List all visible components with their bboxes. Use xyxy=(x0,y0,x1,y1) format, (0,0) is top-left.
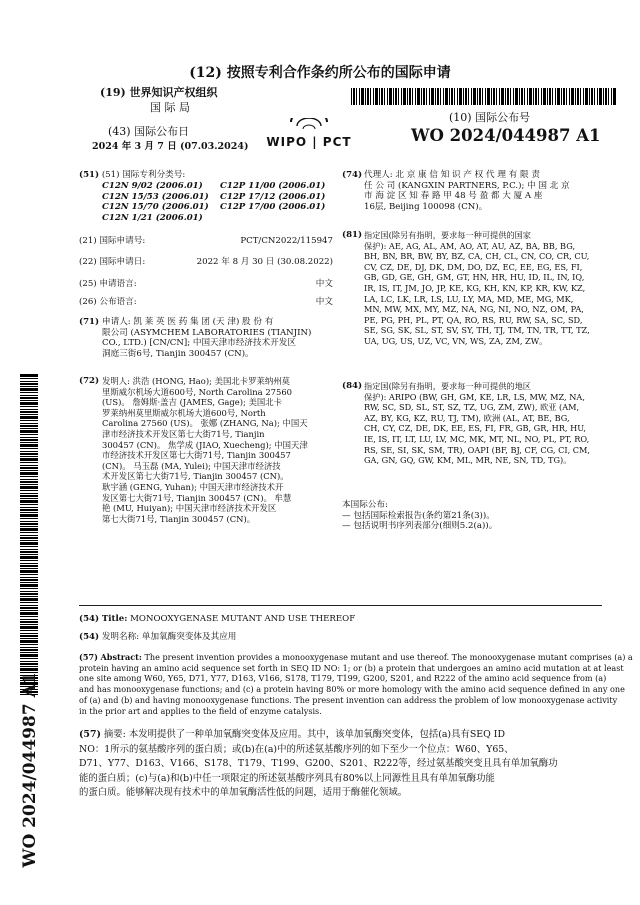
agent-line: 市 海 淀 区 知 春 路 甲 48 号 盈 都 大 厦 A 座 xyxy=(364,191,543,202)
abstract-en-line: The present invention provides a monooxygenase mutant and use thereof. The monooxygenase mutant comprises (a) a xyxy=(144,652,633,662)
published-block xyxy=(342,500,497,532)
inventor-line: 发明人: 洪浩 (HONG, Hao); 美国北卡罗莱纳州莫 xyxy=(102,376,290,386)
abstract-en-line: of (a) and (b) and having monooxygenase functions. The present invention can address the problem of low monooxygenase activity xyxy=(79,694,618,705)
title-zh: (54) 发明名称: 单加氧酶突变体及其应用 xyxy=(79,632,237,642)
ipc-list-col1 xyxy=(102,181,209,223)
abstract-en: (57) Abstract: The present invention provides a monooxygenase mutant and use thereof. The monooxygenase mutant comprises (a) a protein having an amino acid sequence set forth in SEQ ID NO: 1; or (b) a protein that undergoes an amino acid mutation at at least one site among W60, Y65, D71, Y77, D163, V166, S178, T179, T199, G200, S201, and R222 of the amino acid sequence from (a) and has monooxygenase functions; and (c) a protein having 80% or more homology with the amino acid sequence defined in any one of (a) and (b) and having monooxygenase functions. The present invention can address the problem of low monooxygenase activity in the prior art and applies to the field of enzyme catalysis. xyxy=(79,652,633,716)
filing-language-label: (25) 申请语言: xyxy=(79,279,137,289)
inventor-line: 津市经济技术开发区第七大街71号, Tianjin xyxy=(102,428,265,439)
pub-language-value: 中文 xyxy=(315,297,333,307)
filing-language-value: 中文 xyxy=(315,279,333,289)
national-line: BH, BN, BR, BW, BY, BZ, CA, CH, CL, CN, CO, CR, CU, xyxy=(364,251,590,262)
ipc-code: C12P 17/00 (2006.01) xyxy=(220,202,326,213)
pub-language-label: (26) 公布语言: xyxy=(79,297,137,307)
abstract-zh-line: 能的蛋白质；(c)与(a)和(b)中任一项限定的所述氨基酸序列具有80%以上同源性且具有单加氧酶功能 xyxy=(79,772,495,784)
regional-line: RS, SE, SI, SK, SM, TR), OAPI (BF, BJ, CF, CG, CI, CM, xyxy=(364,444,591,455)
regional-line: 指定国(除另有指明，要求每一种可提供的地区 xyxy=(364,381,531,391)
applicant-line: CO., LTD.) [CN/CN]; 中国天津市经济技术开发区 xyxy=(102,338,296,349)
regional-code: (84) xyxy=(342,381,363,391)
filing-date-value: 2022 年 8 月 30 日 (30.08.2022) xyxy=(196,257,333,267)
regional-line: AZ, BY, KG, KZ, RU, TJ, TM), 欧洲 (AL, AT, BE, BG, xyxy=(364,412,570,423)
published-item: — 包括说明书序列表部分(细则5.2(a))。 xyxy=(342,521,498,532)
abstract-zh-line: D71、Y77、D163、V166、S178、T179、T199、G200、S201、R222等，经过氨基酸突变且具有单加氧酶功 xyxy=(79,758,558,769)
agent-line: 任 公 司 (KANGXIN PARTNERS, P.C.); 中 国 北 京 xyxy=(364,180,570,191)
regional-line: IE, IS, IT, LT, LU, LV, MC, MK, MT, NL, NO, PL, PT, RO, xyxy=(364,433,590,444)
national-designations xyxy=(364,230,596,347)
inventor-line: 术开发区第七大街71号, Tianjin 300457 (CN)。 xyxy=(102,471,289,482)
abstract-zh-line: 本发明提供了一种单加氧酶突变体及应用。其中，该单加氧酶突变体，包括(a)具有SEQ ID xyxy=(128,729,505,740)
filing-language-row xyxy=(79,279,333,290)
ipc-code: C12N 1/21 (2006.01) xyxy=(102,212,203,223)
ipc-code: C12N 15/70 (2006.01) xyxy=(102,202,209,213)
barcode-top xyxy=(351,88,616,105)
national-line: LA, LC, LK, LR, LS, LU, LY, MA, MD, ME, MG, MK, xyxy=(364,293,574,304)
abstract-zh-line: 的蛋白质。能够解决现有技术中的单加氧酶活性低的问题，适用于酶催化领域。 xyxy=(79,787,408,798)
national-code: (81) xyxy=(342,230,363,240)
regional-line: RW, SC, SD, SL, ST, SZ, TZ, UG, ZM, ZW), 欧亚 (AM, xyxy=(364,402,580,413)
title-zh-text: 单加氧酶突变体及其应用 xyxy=(141,632,237,642)
inventor-line: 里斯威尔机场大道600号, North Carolina 27560 xyxy=(102,386,292,397)
ipc-label: (51) 国际专利分类号: xyxy=(101,170,186,180)
agent-code: (74) xyxy=(342,170,363,180)
ipc-code: C12P 11/00 (2006.01) xyxy=(220,181,326,191)
applicant-line: 限公司 (ASYMCHEM LABORATORIES (TIANJIN) xyxy=(102,327,312,338)
app-number-row xyxy=(79,236,333,247)
published-item: — 包括国际检索报告(条约第21条(3))。 xyxy=(342,510,495,521)
national-line: 指定国(除另有指明，要求每一种可提供的国家 xyxy=(364,230,531,240)
ipc-code: C12N 15/53 (2006.01) xyxy=(102,191,209,202)
pub-number-value: WO 2024/044987 A1 xyxy=(411,126,601,145)
regional-line: 保护): ARIPO (BW, GH, GM, KE, LR, LS, MW, MZ, NA, xyxy=(364,391,585,402)
ipc-section: (51) (51) 国际专利分类号: xyxy=(79,170,186,180)
regional-line: CH, CY, CZ, DE, DK, EE, ES, FI, FR, GB, GR, HR, HU, xyxy=(364,423,586,434)
inventor-line: (US)。 詹姆斯·盖吉 (JAMES, Gage); 美国北卡 xyxy=(102,397,282,408)
inventor-code: (72) xyxy=(79,376,100,386)
agent-block xyxy=(364,170,596,212)
national-line: CV, CZ, DE, DJ, DK, DM, DO, DZ, EC, EE, EG, ES, FI, xyxy=(364,261,583,272)
regional-line: GA, GN, GQ, GW, KM, ML, MR, NE, SN, TD, TG)。 xyxy=(364,455,572,466)
side-pub-number: WO 2024/044987 A1 xyxy=(20,672,40,868)
filing-date-row xyxy=(79,257,333,268)
applicant-line: 洞庭三街6号, Tianjin 300457 (CN)。 xyxy=(102,348,254,359)
inventor-line: 罗莱纳州莫里斯威尔机场大道600号, North xyxy=(102,407,266,418)
inventor-line: 市经济技术开发区第七大街71号, Tianjin 300457 xyxy=(102,450,291,461)
national-line: 保护): AE, AG, AL, AM, AO, AT, AU, AZ, BA, BB, BG, xyxy=(364,240,576,251)
national-line: IR, IS, IT, JM, JO, JP, KE, KG, KH, KN, KP, KR, KW, KZ, xyxy=(364,282,586,293)
abstract-en-line: one site among W60, Y65, D71, Y77, D163, V166, S178, T179, T199, G200, S201, and R222 of the amino acid sequence from (a) xyxy=(79,673,607,684)
inventor-line: 艳 (MU, Huiyan); 中国天津市经济技术开发区 xyxy=(102,503,277,514)
published-label: 本国际公布: xyxy=(342,500,388,510)
inventor-line: 第七大街71号, Tianjin 300457 (CN)。 xyxy=(102,513,256,524)
agent-line: 16层, Beijing 100098 (CN)。 xyxy=(364,201,488,212)
ipc-code: C12P 17/12 (2006.01) xyxy=(220,191,326,202)
inventor-block xyxy=(102,376,334,524)
document-type-title: (12) 按照专利合作条约所公布的国际申请 xyxy=(189,65,451,81)
app-number-value: PCT/CN2022/115947 xyxy=(240,236,333,246)
regional-designations xyxy=(364,381,596,466)
inventor-line: 耿宇涵 (GENG, Yuhan); 中国天津市经济技术开 xyxy=(102,481,284,492)
title-en-text: MONOOXYGENASE MUTANT AND USE THEREOF xyxy=(130,614,356,624)
office-name: (19) 世界知识产权组织 xyxy=(100,86,218,99)
abstract-en-line: protein having an amino acid sequence set forth in SEQ ID NO: 1; or (b) a protein that undergoes an amino acid mutation at at least xyxy=(79,662,624,673)
title-en: (54) Title: MONOOXYGENASE MUTANT AND USE THEREOF xyxy=(79,614,356,624)
ipc-list-col2 xyxy=(220,181,325,213)
national-line: UA, UG, US, UZ, VC, VN, WS, ZA, ZM, ZW。 xyxy=(364,335,548,346)
pub-date-label: (43) 国际公布日 xyxy=(108,125,190,138)
wipo-logo-text: WIPO | PCT xyxy=(266,135,352,149)
applicant-block xyxy=(102,317,334,359)
section-divider xyxy=(79,605,602,606)
ipc-code: C12N 9/02 (2006.01) xyxy=(102,181,203,191)
agent-line: 代理人: 北 京 康 信 知 识 产 权 代 理 有 限 责 xyxy=(364,170,540,180)
inventor-line: 300457 (CN)。 焦学成 (JIAO, Xuecheng); 中国天津 xyxy=(102,439,308,450)
abstract-zh: (57) 摘要: 本发明提供了一种单加氧酶突变体及应用。其中，该单加氧酶突变体，包括(a)具有SEQ ID NO：1所示的氨基酸序列的蛋白质；或(b)在(a)中的所述氨基酸序列的如下至少一个位点：W60、Y65、 D71、Y77、D163、V166、S178、T179、T199、G200、S201、R222等，经过氨基酸突变且具有单加氧酶功 能的蛋白质；(c)与(a)和(b)中任一项限定的所述氨基酸序列具有80%以上同源性且具有单加氧酶功能 的蛋白质。能够解决现有技术中的单加氧酶活性低的问题，适用于酶催化领域。 xyxy=(79,728,602,801)
abstract-en-line: in the prior art and applies to the field of enzyme catalysis. xyxy=(79,705,322,716)
pub-date-value: 2024 年 3 月 7 日 (07.03.2024) xyxy=(92,141,249,152)
abstract-en-line: and has monooxygenase functions; and (c) a protein having 80% or more homology with the amino acid sequence defined in any one xyxy=(79,684,625,695)
office-subname: 国 际 局 xyxy=(150,101,190,114)
wipo-logo xyxy=(265,118,353,152)
inventor-line: Carolina 27560 (US)。 张娜 (ZHANG, Na); 中国天 xyxy=(102,418,308,429)
national-line: PE, PG, PH, PL, PT, QA, RO, RS, RU, RW, SA, SC, SD, xyxy=(364,314,583,325)
pub-language-row xyxy=(79,297,333,308)
national-line: MN, MW, MX, MY, MZ, NA, NG, NI, NO, NZ, OM, PA, xyxy=(364,304,584,315)
national-line: GB, GD, GE, GH, GM, GT, HN, HR, HU, ID, IL, IN, IQ, xyxy=(364,272,585,283)
applicant-code: (71) xyxy=(79,317,100,327)
filing-date-label: (22) 国际申请日: xyxy=(79,257,146,267)
inventor-line: 发区第七大街71号, Tianjin 300457 (CN)。 牟慧 xyxy=(102,492,292,503)
inventor-line: (CN)。 马玉磊 (MA, Yulei); 中国天津市经济技 xyxy=(102,460,281,471)
abstract-zh-line: NO：1所示的氨基酸序列的蛋白质；或(b)在(a)中的所述氨基酸序列的如下至少一个位点：W60、Y65、 xyxy=(79,743,514,755)
pub-number-label: (10) 国际公布号 xyxy=(449,111,531,124)
applicant-line: 申请人: 凯 莱 英 医 药 集 团 (天 津) 股 份 有 xyxy=(102,317,274,327)
app-number-label: (21) 国际申请号: xyxy=(79,236,146,246)
national-line: SE, SG, SK, SL, ST, SV, SY, TH, TJ, TM, TN, TR, TT, TZ, xyxy=(364,325,590,336)
